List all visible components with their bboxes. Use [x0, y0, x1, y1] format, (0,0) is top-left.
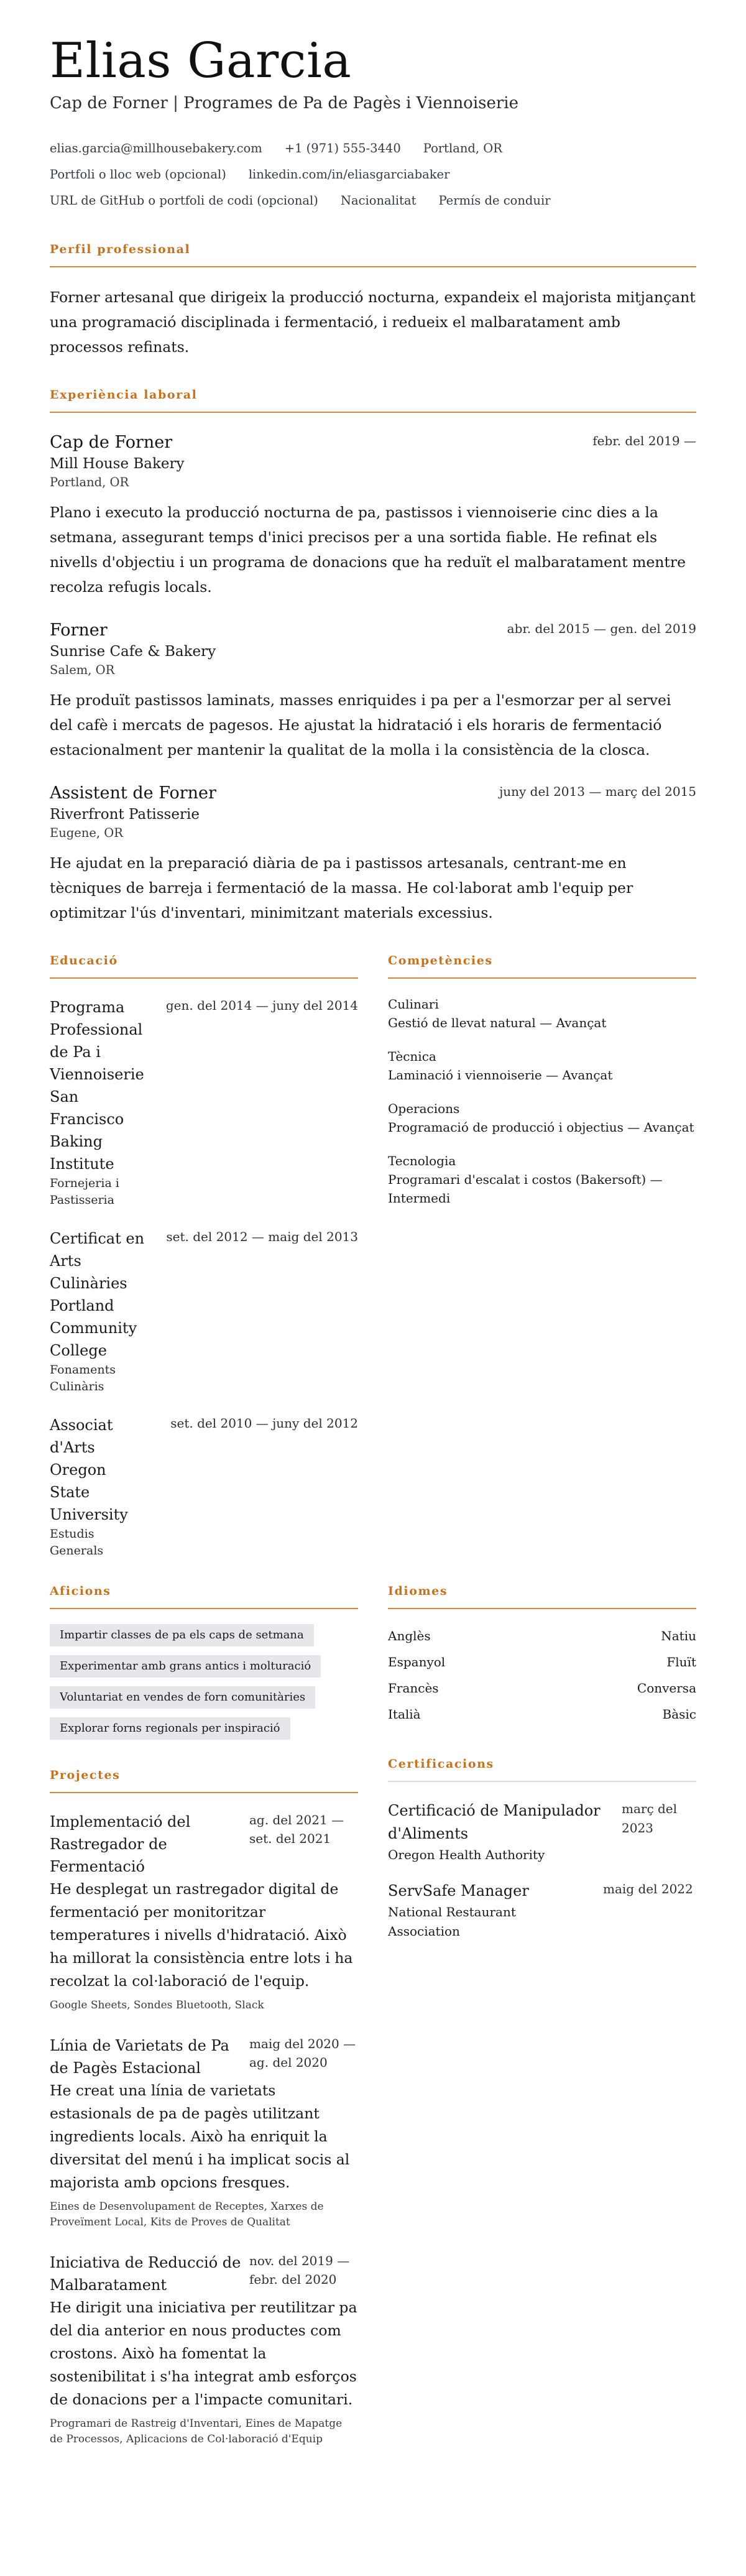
certification-date: març del 2023: [622, 1801, 678, 1835]
summary-text: Forner artesanal que dirigeix la producció nocturna, expandeix el majorista mitjançant una programació disciplinada i fermentació, i redueix el malbaratament amb processos refinats.: [50, 289, 696, 356]
right-column: [388, 1584, 696, 2447]
skill-category: Operacions: [388, 1101, 460, 1116]
job-entry: [50, 782, 696, 925]
job-date: juny del 2013 — març del 2015: [499, 784, 696, 799]
hobbies-section: [50, 1584, 358, 1740]
contact-email[interactable]: elias.garcia@millhousebakery.com: [50, 141, 262, 155]
contact-portfolio[interactable]: Portfoli o lloc web (opcional): [50, 167, 226, 182]
skill-item: Programació de producció i objectius — Avançat: [388, 1120, 694, 1135]
hobby-list: [50, 1624, 358, 1740]
skills-section: [388, 954, 696, 1207]
right-column: [388, 954, 696, 1559]
language-level: Bàsic: [662, 1707, 696, 1722]
section-title: Experiència laboral: [50, 388, 696, 413]
job-date: abr. del 2015 — gen. del 2019: [507, 621, 696, 636]
education-entry: [50, 996, 358, 1209]
job-description: He ajudat en la preparació diària de pa i pastissos artesanals, centrant-me en tècniques de barreja i fermentació de la massa. He col·laborat amb l'equip per optimitzar l'ús d'inventari, minimitzant materials excessius.: [50, 854, 633, 921]
project-description: He creat una línia de varietats estasionals de pa de pagès utilitzant ingredients locals. Això ha enriquit la diversitat del menú i ha implicat socis al majorista amb opcions fresques.: [50, 2082, 350, 2191]
left-column: [50, 1584, 358, 2447]
contact-row: [50, 188, 696, 214]
certification-issuer: National Restaurant Association: [388, 1904, 516, 1939]
project-tools: Eines de Desenvolupament de Receptes, Xarxes de Proveïment Local, Kits de Proves de Qualitat: [50, 2200, 324, 2228]
contact-driving-license: Permís de conduir: [438, 193, 551, 208]
project-title: Línia de Varietats de Pa de Pagès Estacional: [50, 2037, 229, 2077]
language-list: [388, 1623, 696, 1727]
hobby-chip: Experimentar amb grans antics i molturació: [50, 1655, 321, 1678]
education-title: Associat d'Arts Oregon State University: [50, 1416, 128, 1523]
summary-section: [50, 242, 696, 359]
job-description: Plano i executo la producció nocturna de pa, pastissos i viennoiserie cinc dies a la setmana, assegurant temps d'inici precisos per a una sortida fiable. He refinat els nivells d'objectiu i un programa de donacions que ha reduït el malbaratament mentre recolza refugis locals.: [50, 504, 686, 596]
contact-linkedin[interactable]: linkedin.com/in/eliasgarciabaker: [248, 167, 450, 182]
experience-section: [50, 388, 696, 925]
job-title: Assistent de Forner: [50, 783, 216, 803]
hobby-chip: Explorar forns regionals per inspiració: [50, 1717, 290, 1740]
education-entry: [50, 1227, 358, 1395]
skill-group: [388, 995, 696, 1032]
project-description: He desplegat un rastregador digital de fermentació per monitoritzar temperatures i nivells d'hidratació. Això ha millorat la consistència entre lots i ha recolzat la col·laboració de l'equip.: [50, 1880, 353, 1990]
certification-title: Certificació de Manipulador d'Aliments: [388, 1802, 601, 1842]
skill-group: [388, 1047, 696, 1084]
certification-entry: [388, 1799, 696, 1865]
candidate-headline: Cap de Forner | Programes de Pa de Pagès i Viennoiserie: [50, 94, 519, 113]
education-field: Estudis Generals: [50, 1527, 104, 1558]
language-name: Francès: [388, 1681, 439, 1696]
hobby-chip: Impartir classes de pa els caps de setmana: [50, 1624, 314, 1646]
education-date: gen. del 2014 — juny del 2014: [165, 998, 358, 1013]
skill-item: Gestió de llevat natural — Avançat: [388, 1015, 607, 1030]
education-entry: [50, 1414, 358, 1559]
certification-date: maig del 2022: [603, 1881, 693, 1896]
projects-section: [50, 1768, 358, 2447]
education-title: Certificat en Arts Culinàries Portland Community College: [50, 1230, 145, 1359]
language-level: Fluït: [666, 1655, 696, 1669]
language-row: [388, 1701, 696, 1727]
education-field: Fornejeria i Pastisseria: [50, 1176, 119, 1207]
job-title: Forner: [50, 621, 108, 640]
certification-title: ServSafe Manager: [388, 1882, 529, 1900]
job-company: Sunrise Cafe & Bakery: [50, 644, 216, 660]
skill-category: Tècnica: [388, 1049, 436, 1064]
section-title: Projectes: [50, 1768, 358, 1793]
job-company: Riverfront Patisserie: [50, 806, 200, 823]
language-row: [388, 1649, 696, 1675]
language-level: Natiu: [661, 1628, 696, 1643]
contact-row: [50, 162, 696, 188]
skill-category: Tecnologia: [388, 1153, 456, 1168]
resume-header: [50, 32, 696, 214]
language-name: Anglès: [388, 1628, 431, 1643]
job-entry: [50, 432, 696, 599]
language-row: [388, 1623, 696, 1649]
skill-item: Programari d'escalat i costos (Bakersoft) — Intermedi: [388, 1172, 663, 1206]
language-row: [388, 1675, 696, 1701]
job-location: Eugene, OR: [50, 826, 123, 840]
project-tools: Programari de Rastreig d'Inventari, Eines de Mapatge de Processos, Aplicacions de Col·laboració d'Equip: [50, 2417, 343, 2445]
contact-info: [50, 136, 696, 214]
contact-row: [50, 136, 696, 162]
skill-category: Culinari: [388, 997, 439, 1012]
skill-group: [388, 1152, 696, 1207]
project-entry: [50, 2251, 358, 2447]
section-title: Perfil professional: [50, 242, 696, 267]
section-title: Certificacions: [388, 1757, 696, 1782]
certifications-section: [388, 1757, 696, 1941]
certification-entry: [388, 1880, 696, 1941]
job-entry: [50, 619, 696, 762]
language-name: Espanyol: [388, 1655, 446, 1669]
project-date: ag. del 2021 — set. del 2021: [249, 1812, 344, 1846]
contact-phone[interactable]: +1 (971) 555-3440: [284, 141, 401, 155]
section-title: Idiomes: [388, 1584, 696, 1609]
contact-location: Portland, OR: [423, 141, 502, 155]
hobby-chip: Voluntariat en vendes de forn comunitàries: [50, 1686, 315, 1709]
project-title: Implementació del Rastregador de Fermentació: [50, 1813, 191, 1875]
job-title: Cap de Forner: [50, 433, 173, 452]
project-date: nov. del 2019 — febr. del 2020: [249, 2253, 350, 2287]
candidate-name: Elias Garcia: [50, 33, 352, 89]
education-date: set. del 2010 — juny del 2012: [170, 1416, 358, 1431]
education-field: Fonaments Culinàris: [50, 1363, 116, 1393]
skill-item: Laminació i viennoiserie — Avançat: [388, 1068, 613, 1083]
job-date: febr. del 2019 —: [592, 433, 696, 448]
education-title: Programa Professional de Pa i Viennoiserie San Francisco Baking Institute: [50, 999, 144, 1173]
project-entry: [50, 1811, 358, 2013]
project-entry: [50, 2034, 358, 2230]
project-tools: Google Sheets, Sondes Bluetooth, Slack: [50, 1999, 264, 2011]
skill-group: [388, 1099, 696, 1137]
hobbies-languages-row: [50, 1584, 696, 2447]
section-title: Aficions: [50, 1584, 358, 1609]
contact-github[interactable]: URL de GitHub o portfoli de codi (opcional): [50, 193, 318, 208]
certification-issuer: Oregon Health Authority: [388, 1847, 545, 1862]
project-title: Iniciativa de Reducció de Malbaratament: [50, 2254, 241, 2294]
job-description: He produït pastissos laminats, masses enriquides i pa per a l'esmorzar per al servei del cafè i mercats de pagesos. He ajustat la hidratació i els horaris de fermentació estacionalment per mantenir la qualitat de la molla i la consistència de la closca.: [50, 691, 671, 759]
section-title: Educació: [50, 954, 358, 979]
job-location: Portland, OR: [50, 475, 129, 489]
languages-section: [388, 1584, 696, 1727]
section-title: Competències: [388, 954, 696, 979]
language-name: Italià: [388, 1707, 421, 1722]
project-date: maig del 2020 — ag. del 2020: [249, 2036, 356, 2070]
education-skills-row: [50, 954, 696, 1559]
left-column: [50, 954, 358, 1559]
project-description: He dirigit una iniciativa per reutilitzar pa del dia anterior en nous productes com crostons. Això ha fomentat la sostenibilitat i s'ha integrat amb esforços de donacions per a l'impacte comunitari.: [50, 2299, 357, 2408]
education-section: [50, 954, 358, 1559]
contact-nationality: Nacionalitat: [340, 193, 417, 208]
language-level: Conversa: [637, 1681, 696, 1696]
job-company: Mill House Bakery: [50, 456, 185, 472]
job-location: Salem, OR: [50, 663, 115, 677]
education-date: set. del 2012 — maig del 2013: [166, 1229, 358, 1244]
